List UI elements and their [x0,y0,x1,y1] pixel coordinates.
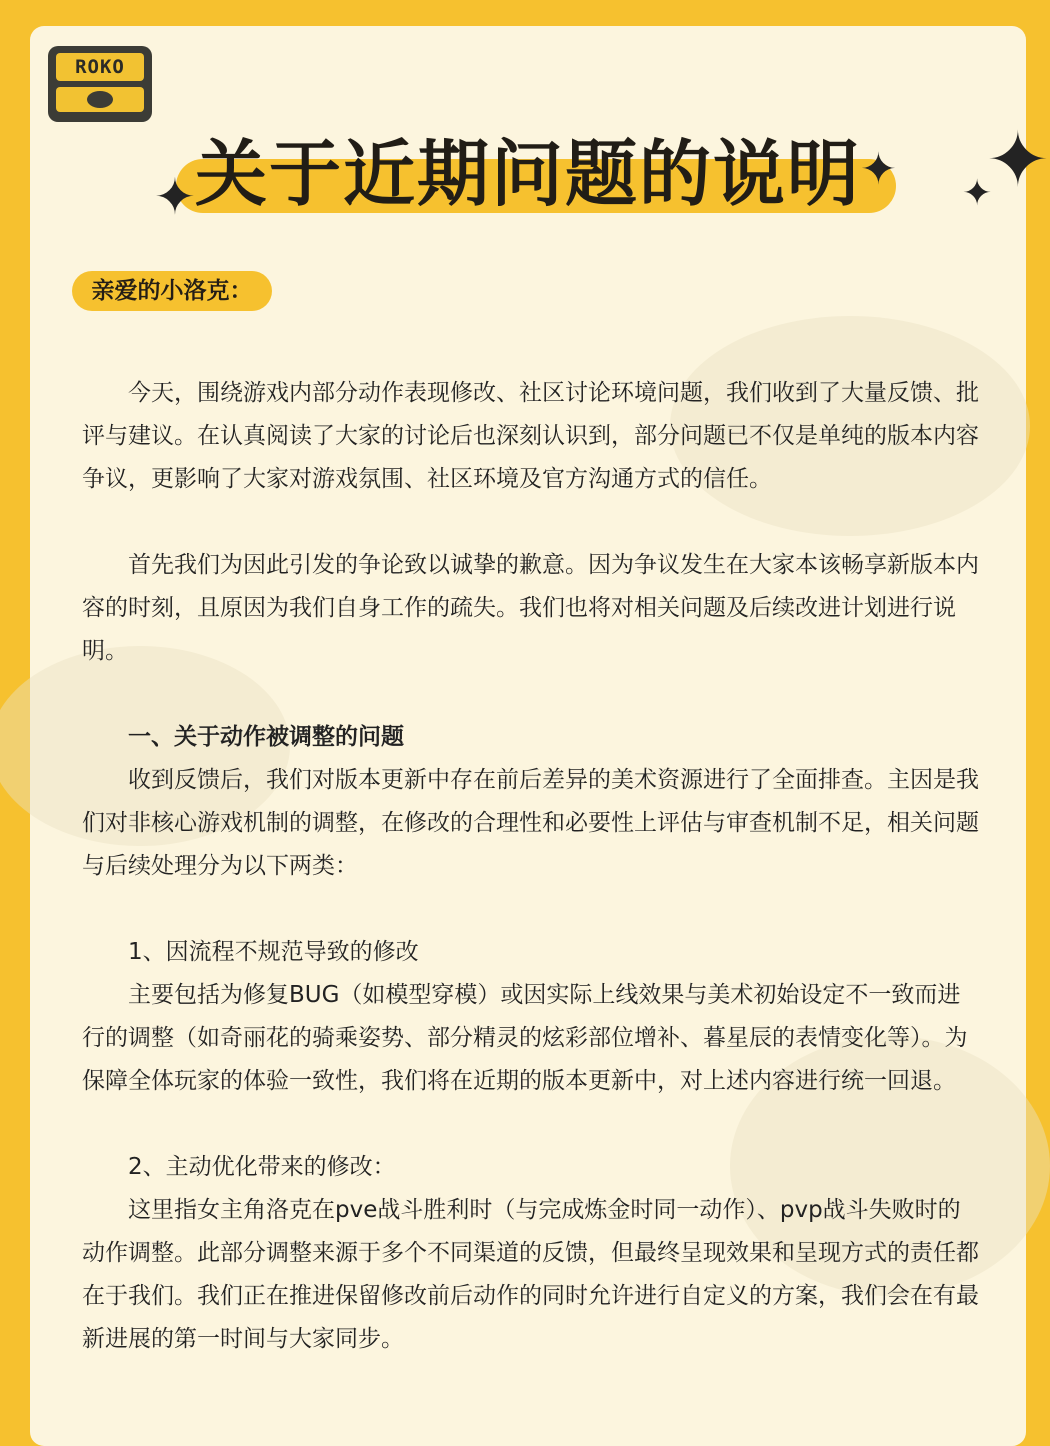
paragraph-spacer [82,888,982,931]
paragraph-spacer [82,1103,982,1146]
page-title: 关于近期问题的说明 [194,132,861,216]
roko-logo [48,46,152,122]
paragraph-2: 首先我们为因此引发的争论致以诚挚的歉意。因为争议发生在大家本该畅享新版本内容的时刻，且原因为我们自身工作的疏失。我们也将对相关问题及后续改进计划进行说明。 [82,552,979,664]
paragraph-spacer [82,673,982,716]
announcement-card [30,26,1050,1446]
section-1-item-2-title: 2、主动优化带来的修改： [128,1154,396,1180]
greeting-label: 亲爱的小洛克： [72,271,272,311]
section-1-heading: 一、关于动作被调整的问题 [128,724,404,750]
sparkle-star-icon: ✦ [154,168,196,226]
logo-emblem [56,87,144,112]
section-1-item-2-body: 这里指女主角洛克在pve战斗胜利时（与完成炼金时同一动作）、pvp战斗失败时的动作调整。此部分调整来源于多个不同渠道的反馈，但最终呈现效果和呈现方式的责任都在于我们。我们正在推进保留修改前后动作的同时允许进行自定义的方案，我们会在有最新进展的第一时间与大家同步。 [82,1197,979,1352]
section-1-item-1-body: 主要包括为修复BUG（如模型穿模）或因实际上线效果与美术初始设定不一致而进行的调整（如奇丽花的骑乘姿势、部分精灵的炫彩部位增补、暮星辰的表情变化等）。为保障全体玩家的体验一致性，我们将在近期的版本更新中，对上述内容进行统一回退。 [82,982,968,1094]
paragraph-spacer [82,501,982,544]
announcement-body [82,372,982,1361]
sparkle-star-icon: ✦ [860,144,897,195]
sparkle-star-icon: ✦ [986,115,1050,204]
logo-emblem-mark [87,91,113,108]
logo-text: ROKO [56,53,144,81]
paragraph-1: 今天，围绕游戏内部分动作表现修改、社区讨论环境问题，我们收到了大量反馈、批评与建议。在认真阅读了大家的讨论后也深刻认识到，部分问题已不仅是单纯的版本内容争议，更影响了大家对游戏氛围、社区环境及官方沟通方式的信任。 [82,380,979,492]
sparkle-star-icon: ✦ [962,173,993,214]
section-1-item-1-title: 1、因流程不规范导致的修改 [128,939,419,965]
section-1-intro: 收到反馈后，我们对版本更新中存在前后差异的美术资源进行了全面排查。主因是我们对非核心游戏机制的调整，在修改的合理性和必要性上评估与审查机制不足，相关问题与后续处理分为以下两类： [82,767,979,879]
